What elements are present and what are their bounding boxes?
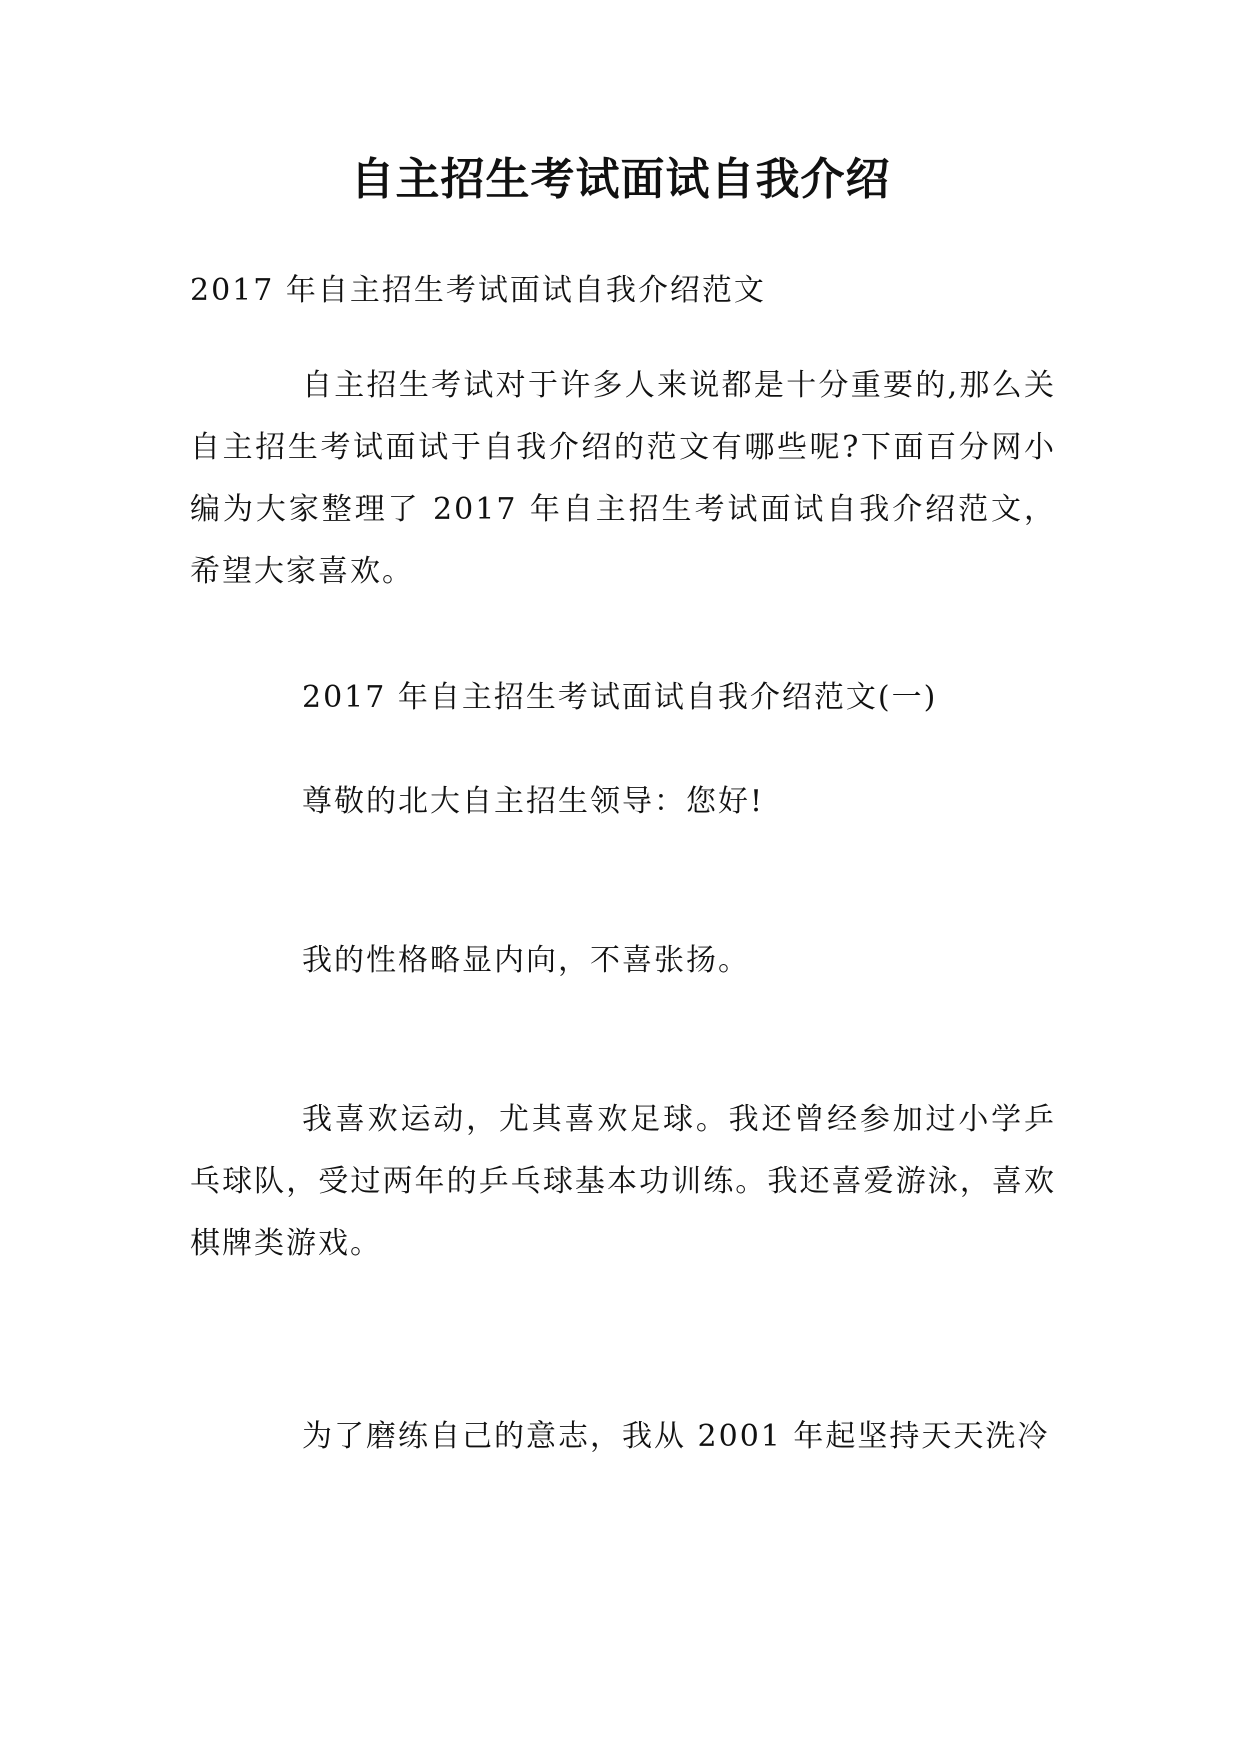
document-subtitle: 2017 年自主招生考试面试自我介绍范文 [190,273,766,308]
personality-paragraph: 我的性格略显内向，不喜张扬。 [302,943,750,978]
greeting-paragraph: 尊敬的北大自主招生领导：您好! [302,784,765,819]
intro-paragraph: 自主招生考试对于许多人来说都是十分重要的,那么关自主招生考试面试于自我介绍的范文有哪些呢?下面百分网小编为大家整理了 2017 年自主招生考试面试自我介绍范文，希望大家喜欢。 [190,368,1056,589]
hobbies-paragraph: 我喜欢运动，尤其喜欢足球。我还曾经参加过小学乒乓球队，受过两年的乒乓球基本功训练。我还喜爱游泳，喜欢棋牌类游戏。 [190,1102,1056,1261]
document-title: 自主招生考试面试自我介绍 [350,154,891,205]
willpower-paragraph: 为了磨练自己的意志，我从 2001 年起坚持天天洗冷 [302,1419,1050,1454]
section-heading: 2017 年自主招生考试面试自我介绍范文(一) [302,680,938,715]
